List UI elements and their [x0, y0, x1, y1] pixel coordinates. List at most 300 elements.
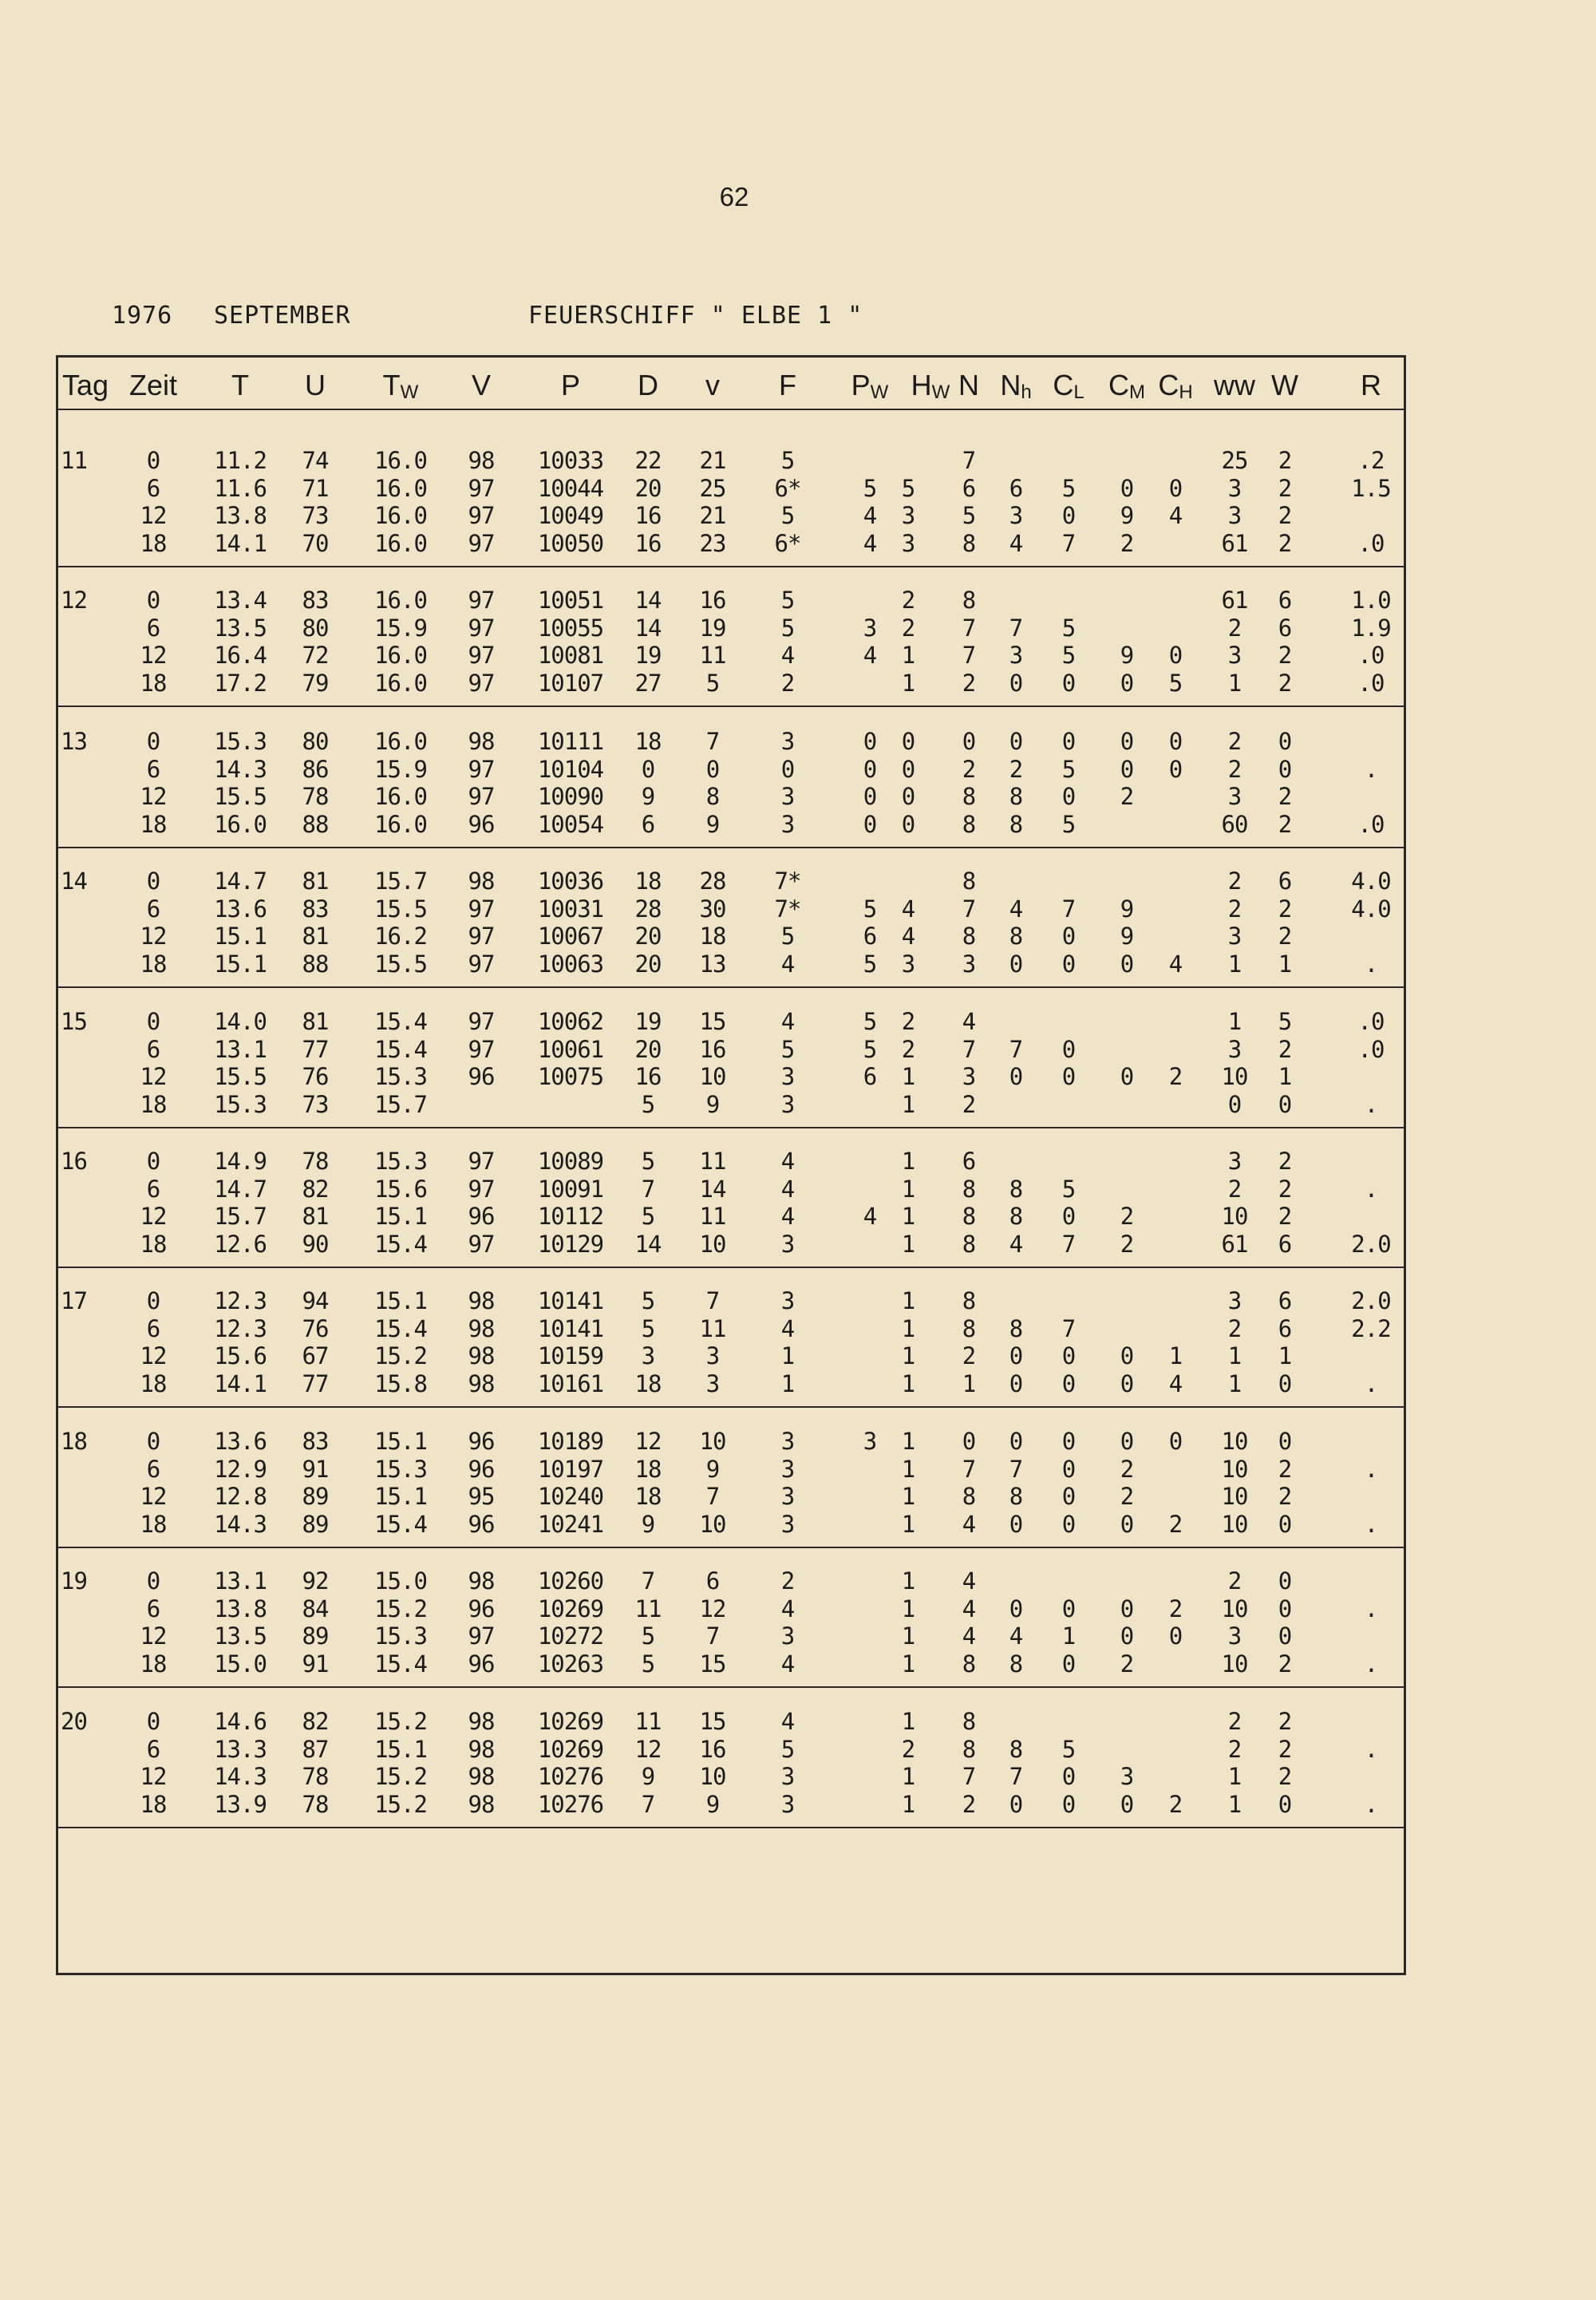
cell-n: 6 [962, 474, 976, 502]
cell-t: 13.3 [214, 1735, 267, 1763]
cell-p: 10063 [537, 950, 604, 978]
cell-nh: 0 [1009, 1595, 1023, 1622]
col-zeit: Zeit [128, 369, 178, 401]
cell-tw: 15.6 [374, 1175, 427, 1203]
cell-nh: 8 [1009, 810, 1023, 838]
cell-f: 3 [780, 810, 795, 838]
cell-f: 5 [780, 502, 795, 529]
cell-ww: 10 [1221, 1063, 1248, 1090]
cell-v: 96 [468, 1428, 495, 1455]
cell-t: 14.9 [214, 1148, 267, 1175]
cell-zeit: 18 [140, 950, 167, 978]
cell-cm: 9 [1120, 502, 1134, 529]
cell-v: 97 [468, 783, 495, 810]
cell-nh: 2 [1009, 755, 1023, 783]
cell-hw: 0 [901, 783, 915, 810]
cell-cm: 0 [1120, 755, 1134, 783]
day-divider [56, 1127, 1406, 1128]
cell-ww: 1 [1227, 1790, 1242, 1818]
cell-t: 13.1 [214, 1567, 267, 1595]
cell-d: 18 [634, 1369, 662, 1397]
cell-nh: 8 [1009, 1650, 1023, 1678]
cell-ww: 2 [1227, 614, 1242, 642]
cell-cl: 5 [1061, 1175, 1076, 1203]
cell-f: 3 [780, 783, 795, 810]
cell-v: 98 [468, 1369, 495, 1397]
cell-tw: 15.1 [374, 1428, 427, 1455]
cell-tw: 15.4 [374, 1230, 427, 1258]
col-f: F [779, 369, 796, 401]
col-ch: $C_H$ [1158, 369, 1193, 403]
cell-nh: 4 [1009, 529, 1023, 557]
cell-hw: 1 [901, 1090, 915, 1118]
cell-ch: 0 [1168, 1622, 1183, 1650]
day-label: 11 [61, 447, 87, 474]
cell-t: 14.7 [214, 867, 267, 895]
cell-d: 20 [634, 950, 662, 978]
cell-d: 11 [634, 1708, 662, 1735]
cell-nh: 4 [1009, 895, 1023, 923]
cell-pw: 6 [863, 923, 877, 950]
cell-ww: 10 [1221, 1510, 1248, 1538]
cell-zeit: 0 [146, 867, 160, 895]
cell-w: 6 [1278, 1287, 1292, 1314]
cell-f: 3 [780, 1790, 795, 1818]
cell-hw: 1 [901, 1342, 915, 1369]
cell-cl: 0 [1061, 1342, 1076, 1369]
cell-tw: 15.1 [374, 1203, 427, 1230]
cell-v: 98 [468, 447, 495, 474]
day-label: 19 [61, 1567, 87, 1595]
cell-u: 83 [302, 587, 329, 614]
cell-v: 97 [468, 1175, 495, 1203]
cell-v-speed: 10 [699, 1510, 726, 1538]
cell-t: 14.3 [214, 1510, 267, 1538]
cell-d: 5 [641, 1148, 655, 1175]
cell-p: 10276 [537, 1763, 604, 1790]
cell-ch: 2 [1168, 1595, 1183, 1622]
cell-ww: 1 [1227, 950, 1242, 978]
cell-hw: 1 [901, 1567, 915, 1595]
cell-ww: 3 [1227, 923, 1242, 950]
cell-u: 71 [302, 474, 329, 502]
cell-f: 2 [780, 669, 795, 697]
cell-zeit: 12 [140, 502, 167, 529]
cell-u: 91 [302, 1455, 329, 1483]
cell-hw: 1 [901, 1790, 915, 1818]
cell-f: 4 [780, 1650, 795, 1678]
header-divider [56, 409, 1406, 410]
cell-u: 88 [302, 810, 329, 838]
cell-v: 98 [468, 1287, 495, 1314]
cell-f: 4 [780, 1008, 795, 1035]
cell-nh: 0 [1009, 950, 1023, 978]
cell-cm: 0 [1120, 1595, 1134, 1622]
cell-zeit: 12 [140, 1342, 167, 1369]
cell-zeit: 0 [146, 1008, 160, 1035]
cell-ch: 1 [1168, 1342, 1183, 1369]
cell-p: 10241 [537, 1510, 604, 1538]
cell-pw: 0 [863, 810, 877, 838]
cell-tw: 15.9 [374, 614, 427, 642]
cell-u: 73 [302, 1090, 329, 1118]
cell-t: 15.6 [214, 1342, 267, 1369]
cell-cl: 0 [1061, 1650, 1076, 1678]
cell-u: 78 [302, 1790, 329, 1818]
cell-f: 5 [780, 587, 795, 614]
cell-d: 20 [634, 1035, 662, 1063]
cell-r: . [1364, 1510, 1378, 1538]
cell-d: 14 [634, 1230, 662, 1258]
cell-n: 3 [962, 950, 976, 978]
cell-v: 97 [468, 669, 495, 697]
cell-p: 10033 [537, 447, 604, 474]
cell-f: 6* [774, 529, 801, 557]
cell-hw: 1 [901, 1455, 915, 1483]
cell-cm: 2 [1120, 1455, 1134, 1483]
cell-u: 94 [302, 1287, 329, 1314]
cell-cl: 0 [1061, 950, 1076, 978]
day-divider [56, 1686, 1406, 1688]
cell-cm: 0 [1120, 1342, 1134, 1369]
cell-tw: 15.8 [374, 1369, 427, 1397]
cell-n: 8 [962, 529, 976, 557]
cell-v: 97 [468, 755, 495, 783]
cell-v-speed: 11 [699, 1314, 726, 1342]
cell-n: 2 [962, 755, 976, 783]
cell-v-speed: 14 [699, 1175, 726, 1203]
cell-d: 6 [641, 810, 655, 838]
cell-n: 8 [962, 810, 976, 838]
cell-cm: 0 [1120, 1369, 1134, 1397]
cell-w: 1 [1278, 1342, 1292, 1369]
cell-r: . [1364, 1455, 1378, 1483]
cell-nh: 0 [1009, 1369, 1023, 1397]
cell-w: 6 [1278, 614, 1292, 642]
cell-w: 0 [1278, 1428, 1292, 1455]
cell-zeit: 6 [146, 1175, 160, 1203]
cell-n: 8 [962, 1203, 976, 1230]
cell-ww: 3 [1227, 642, 1242, 669]
cell-zeit: 6 [146, 1035, 160, 1063]
cell-t: 15.0 [214, 1650, 267, 1678]
cell-u: 89 [302, 1510, 329, 1538]
cell-n: 2 [962, 1090, 976, 1118]
cell-nh: 7 [1009, 1455, 1023, 1483]
day-label: 17 [61, 1287, 87, 1314]
cell-v: 96 [468, 1595, 495, 1622]
cell-d: 18 [634, 728, 662, 755]
cell-n: 3 [962, 1063, 976, 1090]
cell-nh: 0 [1009, 1510, 1023, 1538]
cell-v-speed: 16 [699, 587, 726, 614]
cell-hw: 1 [901, 1287, 915, 1314]
cell-d: 9 [641, 1763, 655, 1790]
cell-tw: 15.7 [374, 1090, 427, 1118]
cell-t: 14.1 [214, 1369, 267, 1397]
cell-n: 1 [962, 1369, 976, 1397]
cell-n: 8 [962, 1314, 976, 1342]
cell-t: 13.6 [214, 1428, 267, 1455]
cell-t: 14.3 [214, 755, 267, 783]
cell-f: 4 [780, 950, 795, 978]
cell-ww: 3 [1227, 1035, 1242, 1063]
cell-cl: 7 [1061, 1230, 1076, 1258]
cell-f: 3 [780, 1763, 795, 1790]
cell-ch: 4 [1168, 950, 1183, 978]
cell-d: 3 [641, 1342, 655, 1369]
cell-hw: 1 [901, 1708, 915, 1735]
cell-tw: 16.0 [374, 669, 427, 697]
cell-v: 98 [468, 1735, 495, 1763]
cell-zeit: 12 [140, 642, 167, 669]
cell-t: 13.5 [214, 1622, 267, 1650]
cell-r: 2.0 [1351, 1287, 1391, 1314]
cell-u: 82 [302, 1708, 329, 1735]
cell-zeit: 12 [140, 783, 167, 810]
cell-cm: 3 [1120, 1763, 1134, 1790]
cell-r: . [1364, 950, 1378, 978]
cell-w: 2 [1278, 1483, 1292, 1510]
month-label: SEPTEMBER [214, 302, 351, 330]
cell-tw: 15.4 [374, 1008, 427, 1035]
cell-cm: 2 [1120, 529, 1134, 557]
day-label: 18 [61, 1428, 87, 1455]
cell-v-speed: 7 [705, 1483, 720, 1510]
cell-r: . [1364, 1595, 1378, 1622]
cell-p: 10197 [537, 1455, 604, 1483]
cell-n: 7 [962, 1035, 976, 1063]
cell-w: 2 [1278, 895, 1292, 923]
col-pw: $P_W$ [851, 369, 889, 403]
cell-ch: 2 [1168, 1790, 1183, 1818]
cell-u: 79 [302, 669, 329, 697]
cell-tw: 15.7 [374, 867, 427, 895]
cell-v-speed: 10 [699, 1428, 726, 1455]
cell-hw: 2 [901, 1008, 915, 1035]
cell-f: 5 [780, 923, 795, 950]
cell-cl: 0 [1061, 728, 1076, 755]
cell-tw: 15.3 [374, 1063, 427, 1090]
cell-w: 2 [1278, 810, 1292, 838]
cell-p: 10189 [537, 1428, 604, 1455]
cell-cm: 2 [1120, 1230, 1134, 1258]
cell-p: 10054 [537, 810, 604, 838]
cell-cm: 2 [1120, 1483, 1134, 1510]
cell-tw: 16.0 [374, 728, 427, 755]
cell-zeit: 6 [146, 1595, 160, 1622]
col-ww: ww [1214, 369, 1255, 401]
cell-cl: 0 [1061, 1035, 1076, 1063]
cell-f: 3 [780, 1483, 795, 1510]
cell-r: . [1364, 1735, 1378, 1763]
cell-hw: 0 [901, 728, 915, 755]
cell-pw: 3 [863, 614, 877, 642]
cell-ww: 25 [1221, 447, 1248, 474]
cell-ww: 3 [1227, 1148, 1242, 1175]
cell-ww: 10 [1221, 1428, 1248, 1455]
cell-w: 5 [1278, 1008, 1292, 1035]
cell-f: 3 [780, 1622, 795, 1650]
cell-tw: 15.9 [374, 755, 427, 783]
cell-n: 8 [962, 1708, 976, 1735]
cell-zeit: 6 [146, 1314, 160, 1342]
year-label: 1976 [112, 302, 173, 330]
cell-v: 98 [468, 867, 495, 895]
cell-u: 86 [302, 755, 329, 783]
day-label: 15 [61, 1008, 87, 1035]
cell-n: 8 [962, 1650, 976, 1678]
cell-d: 12 [634, 1735, 662, 1763]
cell-r: .0 [1357, 529, 1385, 557]
cell-v: 97 [468, 1230, 495, 1258]
cell-pw: 5 [863, 895, 877, 923]
cell-w: 2 [1278, 1203, 1292, 1230]
cell-ww: 2 [1227, 1567, 1242, 1595]
cell-v: 96 [468, 810, 495, 838]
cell-cl: 0 [1061, 923, 1076, 950]
cell-w: 0 [1278, 1567, 1292, 1595]
cell-v-speed: 21 [699, 447, 726, 474]
cell-tw: 15.3 [374, 1148, 427, 1175]
cell-ww: 1 [1227, 1763, 1242, 1790]
cell-u: 81 [302, 1203, 329, 1230]
cell-cl: 0 [1061, 1455, 1076, 1483]
col-t: T [231, 369, 249, 401]
cell-t: 15.5 [214, 1063, 267, 1090]
cell-v: 97 [468, 1148, 495, 1175]
cell-n: 8 [962, 1483, 976, 1510]
cell-d: 19 [634, 1008, 662, 1035]
cell-zeit: 18 [140, 529, 167, 557]
cell-nh: 0 [1009, 1790, 1023, 1818]
cell-t: 16.4 [214, 642, 267, 669]
cell-tw: 15.4 [374, 1035, 427, 1063]
cell-zeit: 0 [146, 587, 160, 614]
cell-t: 13.5 [214, 614, 267, 642]
cell-ch: 0 [1168, 755, 1183, 783]
cell-hw: 1 [901, 1314, 915, 1342]
cell-v-speed: 5 [705, 669, 720, 697]
cell-ww: 3 [1227, 783, 1242, 810]
cell-v: 95 [468, 1483, 495, 1510]
cell-zeit: 12 [140, 1063, 167, 1090]
cell-cl: 0 [1061, 502, 1076, 529]
cell-v-speed: 11 [699, 1148, 726, 1175]
cell-r: 1.0 [1351, 587, 1391, 614]
cell-d: 5 [641, 1203, 655, 1230]
cell-hw: 4 [901, 923, 915, 950]
col-hw: $H_W$ [911, 369, 950, 403]
cell-f: 5 [780, 614, 795, 642]
cell-p: 10263 [537, 1650, 604, 1678]
cell-t: 14.3 [214, 1763, 267, 1790]
col-v: V [471, 369, 492, 401]
cell-tw: 16.0 [374, 783, 427, 810]
cell-nh: 8 [1009, 1735, 1023, 1763]
cell-u: 83 [302, 895, 329, 923]
cell-v: 97 [468, 950, 495, 978]
col-nh: $N_h$ [1000, 369, 1032, 403]
cell-w: 2 [1278, 474, 1292, 502]
cell-cl: 5 [1061, 642, 1076, 669]
cell-p: 10036 [537, 867, 604, 895]
day-divider [56, 566, 1406, 567]
cell-d: 27 [634, 669, 662, 697]
cell-v-speed: 13 [699, 950, 726, 978]
cell-ww: 2 [1227, 755, 1242, 783]
cell-p: 10067 [537, 923, 604, 950]
cell-n: 8 [962, 1175, 976, 1203]
cell-f: 4 [780, 1148, 795, 1175]
cell-tw: 15.1 [374, 1735, 427, 1763]
cell-d: 19 [634, 642, 662, 669]
cell-u: 77 [302, 1035, 329, 1063]
cell-hw: 2 [901, 614, 915, 642]
cell-v-speed: 0 [705, 755, 720, 783]
cell-v: 98 [468, 728, 495, 755]
cell-p: 10141 [537, 1287, 604, 1314]
cell-w: 2 [1278, 1175, 1292, 1203]
cell-cl: 0 [1061, 1595, 1076, 1622]
cell-cm: 0 [1120, 1622, 1134, 1650]
cell-p: 10055 [537, 614, 604, 642]
cell-p: 10269 [537, 1708, 604, 1735]
cell-p: 10062 [537, 1008, 604, 1035]
cell-pw: 0 [863, 728, 877, 755]
cell-nh: 4 [1009, 1622, 1023, 1650]
cell-t: 15.7 [214, 1203, 267, 1230]
cell-tw: 15.0 [374, 1567, 427, 1595]
cell-ww: 61 [1221, 1230, 1248, 1258]
cell-v-speed: 25 [699, 474, 726, 502]
cell-cl: 0 [1061, 1428, 1076, 1455]
cell-t: 17.2 [214, 669, 267, 697]
cell-hw: 1 [901, 1595, 915, 1622]
cell-tw: 15.1 [374, 1287, 427, 1314]
cell-p: 10129 [537, 1230, 604, 1258]
cell-u: 72 [302, 642, 329, 669]
cell-hw: 0 [901, 755, 915, 783]
cell-r: 1.5 [1351, 474, 1391, 502]
cell-r: .0 [1357, 810, 1385, 838]
cell-v-speed: 21 [699, 502, 726, 529]
cell-p: 10141 [537, 1314, 604, 1342]
cell-v: 97 [468, 642, 495, 669]
cell-ch: 0 [1168, 474, 1183, 502]
cell-p: 10272 [537, 1622, 604, 1650]
cell-w: 2 [1278, 529, 1292, 557]
cell-t: 13.1 [214, 1035, 267, 1063]
cell-p: 10051 [537, 587, 604, 614]
day-divider [56, 1547, 1406, 1548]
cell-hw: 1 [901, 669, 915, 697]
cell-cm: 0 [1120, 1790, 1134, 1818]
cell-d: 16 [634, 502, 662, 529]
cell-v: 98 [468, 1790, 495, 1818]
cell-n: 0 [962, 728, 976, 755]
cell-v-speed: 10 [699, 1763, 726, 1790]
cell-r: . [1364, 1369, 1378, 1397]
cell-pw: 5 [863, 1008, 877, 1035]
cell-v: 97 [468, 895, 495, 923]
cell-t: 13.8 [214, 502, 267, 529]
cell-nh: 0 [1009, 669, 1023, 697]
cell-u: 87 [302, 1735, 329, 1763]
cell-p: 10031 [537, 895, 604, 923]
cell-cl: 5 [1061, 755, 1076, 783]
cell-f: 1 [780, 1369, 795, 1397]
